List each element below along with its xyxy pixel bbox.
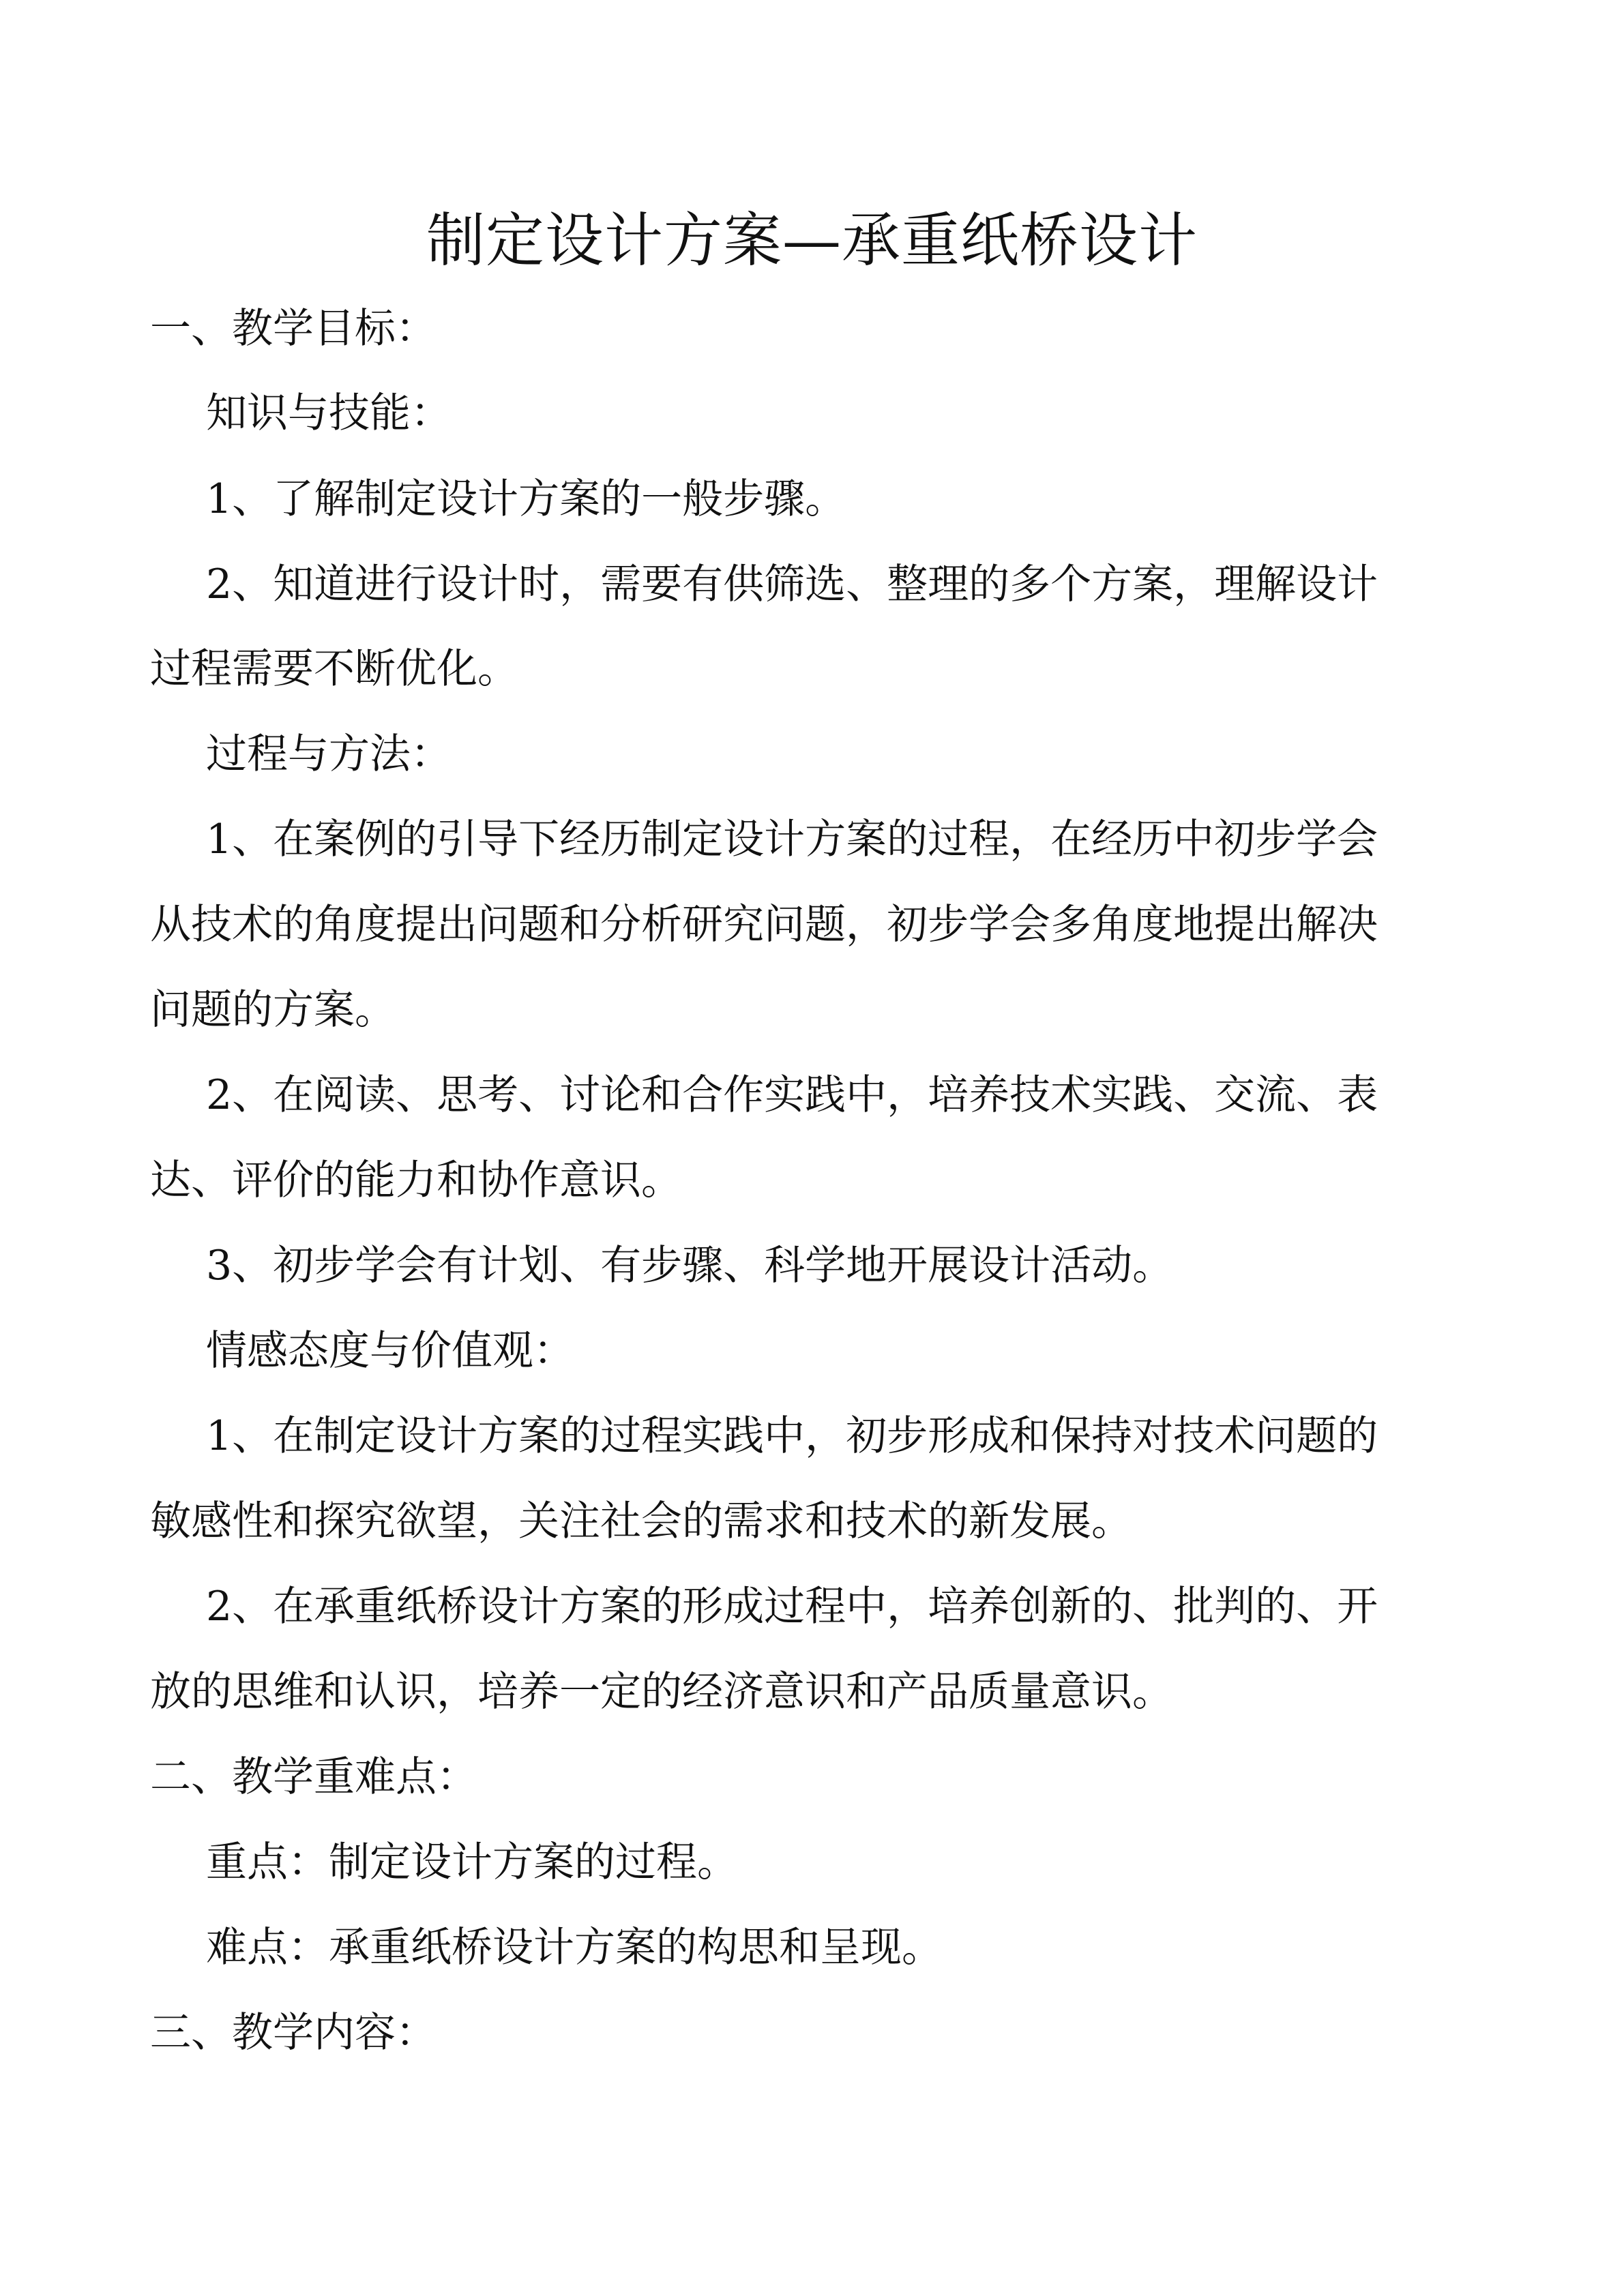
paragraph-line: 3、初步学会有计划、有步骤、科学地开展设计活动。 [206,1242,1174,1289]
paragraph-line: 2、知道进行设计时，需要有供筛选、整理的多个方案，理解设计 [206,561,1378,608]
paragraph-line: 难点：承重纸桥设计方案的构思和呈现。 [206,1924,943,1971]
paragraph-line: 放的思维和认识，培养一定的经济意识和产品质量意识。 [150,1668,1173,1716]
paragraph-line: 1、在案例的引导下经历制定设计方案的过程，在经历中初步学会 [206,816,1378,863]
paragraph-line: 问题的方案。 [150,986,396,1034]
paragraph-line: 1、在制定设计方案的过程实践中，初步形成和保持对技术问题的 [206,1412,1378,1460]
paragraph-line: 2、在阅读、思考、讨论和合作实践中，培养技术实践、交流、表 [206,1071,1378,1119]
section-heading-teaching-content: 三、教学内容： [150,2009,437,2057]
subheading-emotion-values: 情感态度与价值观： [206,1327,574,1375]
subheading-knowledge-skills: 知识与技能： [206,389,452,437]
paragraph-line: 2、在承重纸桥设计方案的形成过程中，培养创新的、批判的、开 [206,1583,1378,1630]
section-heading-objectives: 一、教学目标： [150,305,437,353]
subheading-process-methods: 过程与方法： [206,730,452,778]
paragraph-line: 达、评价的能力和协作意识。 [150,1157,682,1204]
document-title: 制定设计方案—承重纸桥设计 [426,207,1198,275]
paragraph-line: 重点：制定设计方案的过程。 [206,1838,738,1886]
paragraph-line: 敏感性和探究欲望，关注社会的需求和技术的新发展。 [150,1497,1132,1545]
section-heading-key-difficult-points: 二、教学重难点： [150,1753,477,1801]
paragraph-line: 从技术的角度提出问题和分析研究问题，初步学会多角度地提出解决 [150,901,1378,949]
paragraph-line: 过程需要不断优化。 [150,645,518,693]
paragraph-line: 1、了解制定设计方案的一般步骤。 [206,475,846,523]
